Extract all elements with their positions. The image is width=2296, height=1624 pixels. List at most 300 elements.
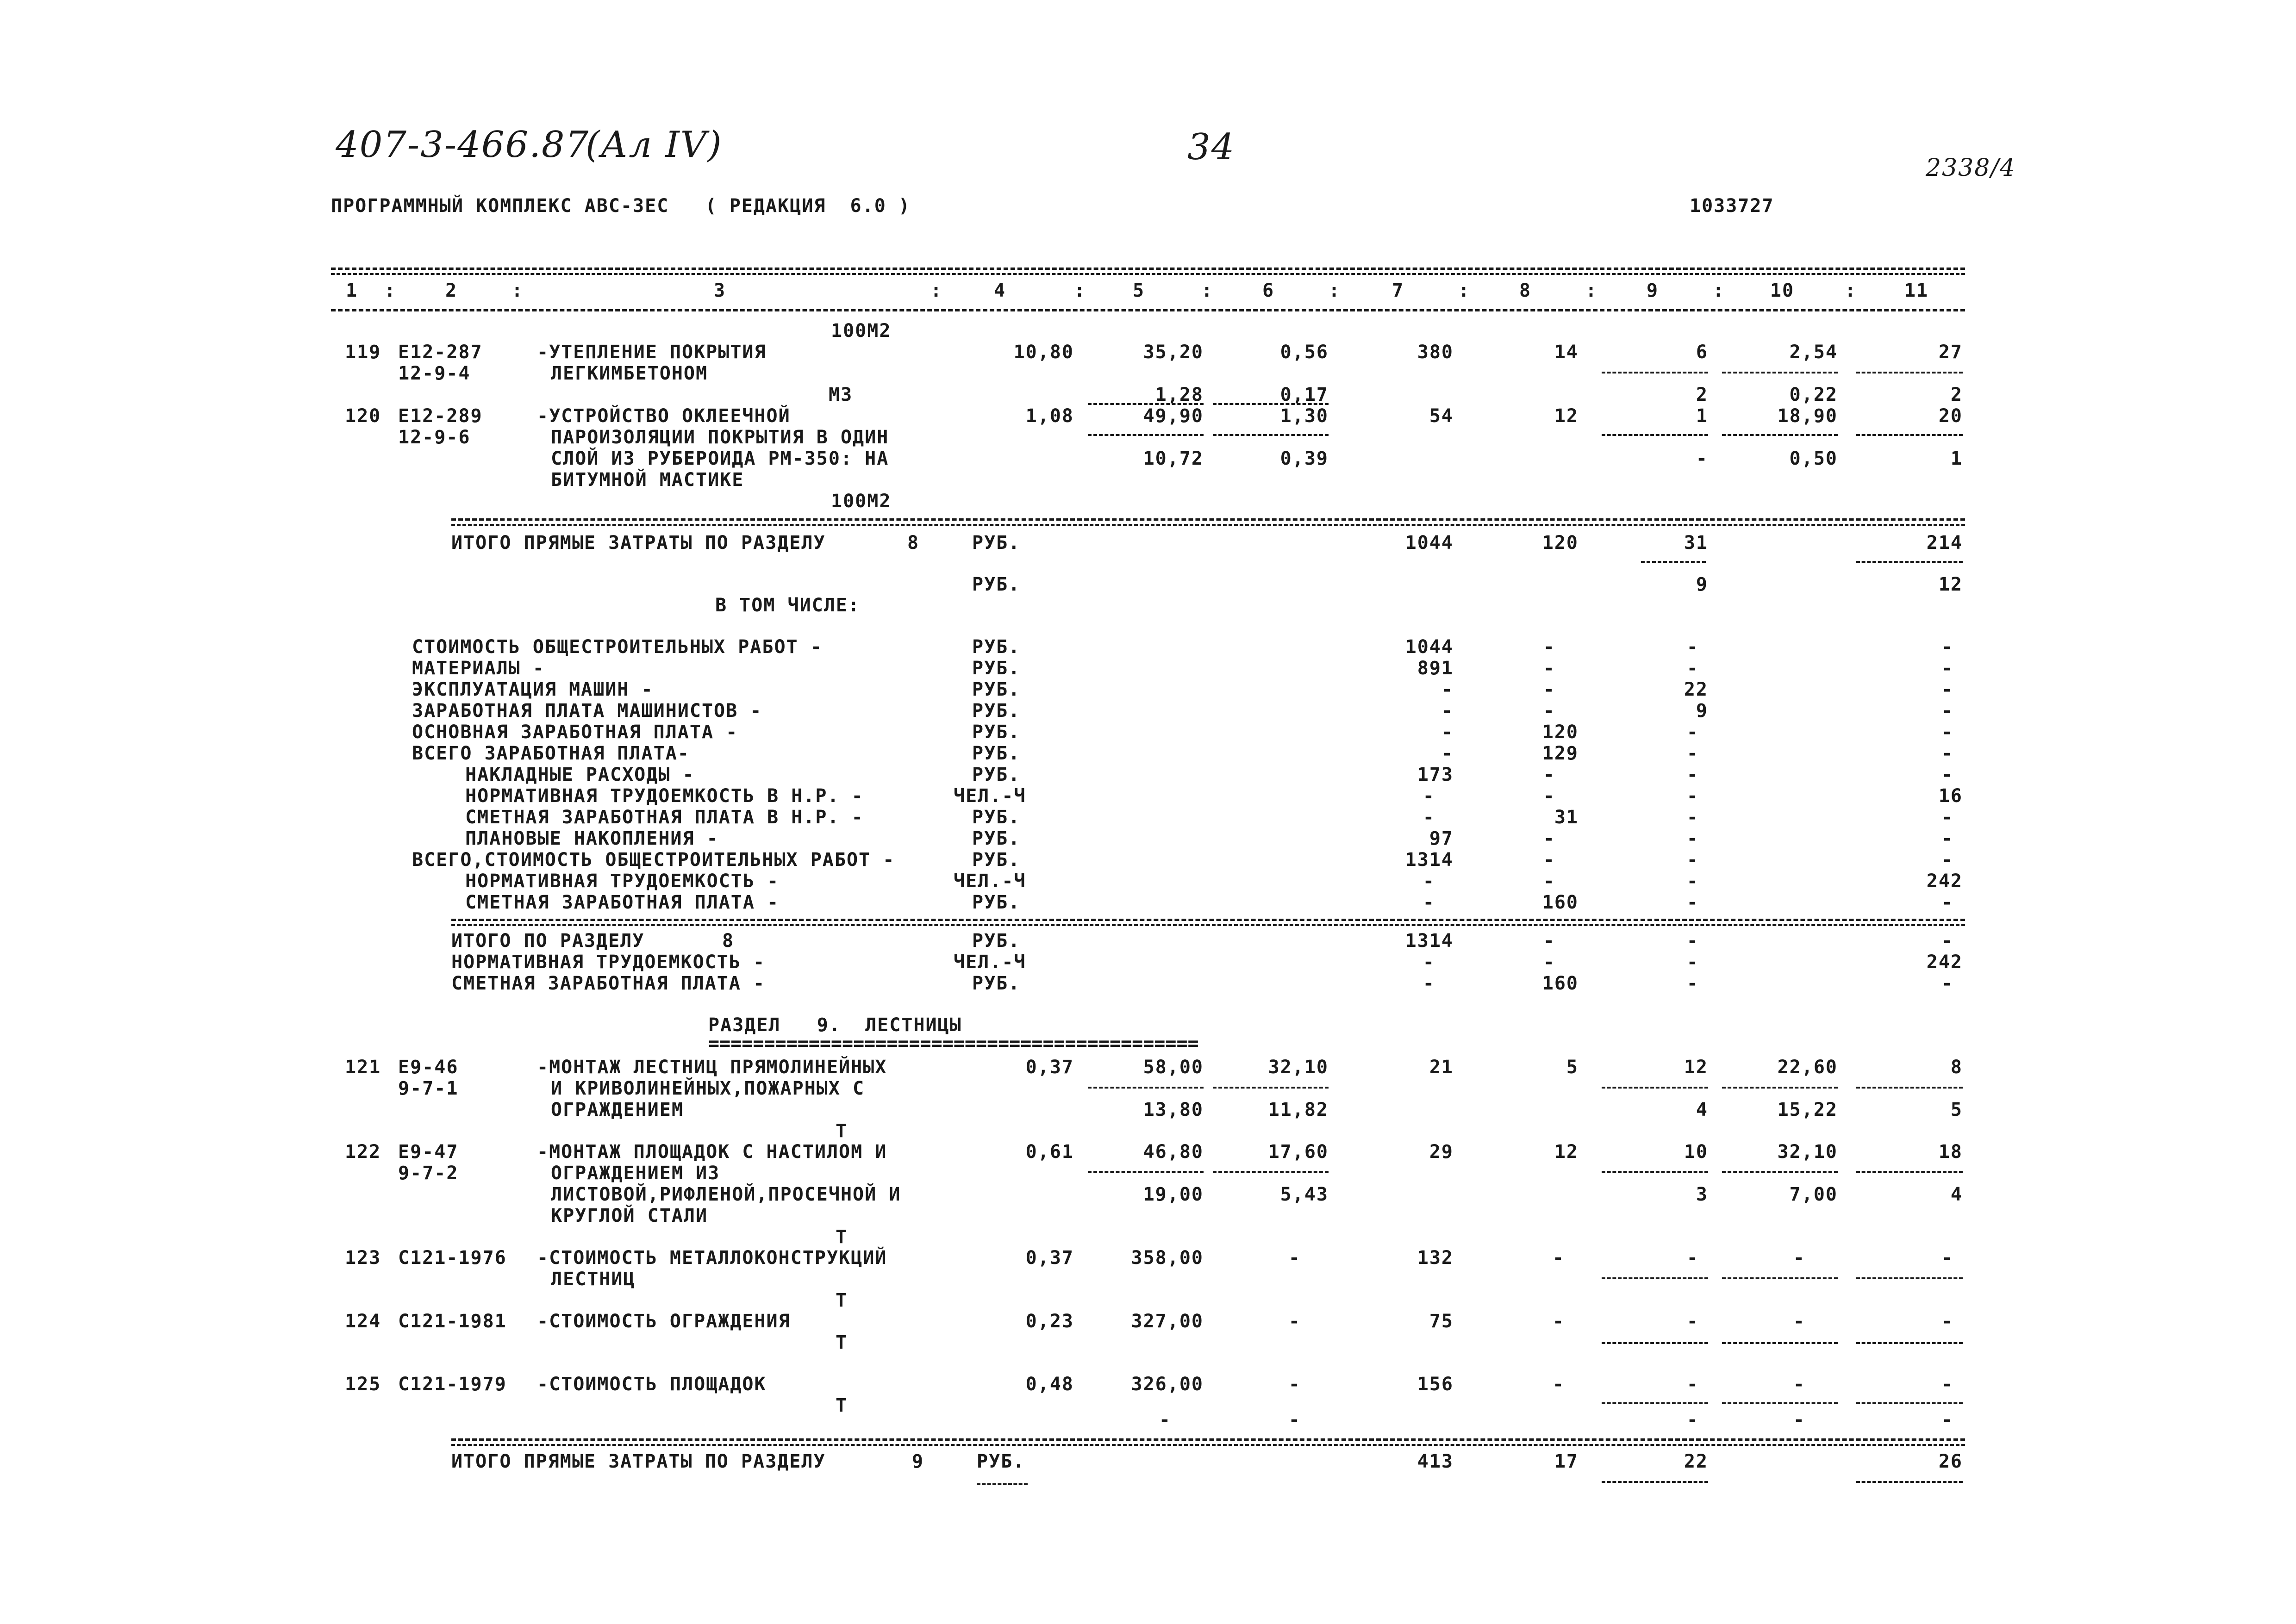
breakdown-col9: - <box>1686 658 1699 679</box>
subtotal-rule <box>1602 1402 1708 1404</box>
cell-col9: - <box>1686 1311 1699 1332</box>
total-col7: 413 <box>1417 1451 1454 1472</box>
cell-col7: 29 <box>1429 1141 1454 1163</box>
cell-col5-secondary: 19,00 <box>1143 1184 1204 1205</box>
cell-col5: 58,00 <box>1143 1057 1204 1078</box>
column-header: 1 <box>345 280 358 301</box>
subtotal-rule <box>1722 1171 1838 1173</box>
total-col9: 22 <box>1684 1451 1708 1472</box>
cell-col4: 0,37 <box>1025 1247 1074 1269</box>
breakdown-unit: РУБ. <box>972 849 1021 871</box>
breakdown-col7: 1314 <box>1405 849 1454 871</box>
breakdown-unit: ЧЕЛ.-Ч <box>954 871 1026 892</box>
breakdown-unit: РУБ. <box>972 892 1021 913</box>
cell-col6: 1,30 <box>1280 405 1329 427</box>
cell-col11-secondary: 2 <box>1950 384 1963 405</box>
cell-col6-secondary: 5,43 <box>1280 1184 1329 1205</box>
cell-col9: 10 <box>1684 1141 1708 1163</box>
column-header: 8 <box>1519 280 1532 301</box>
breakdown-col7: 891 <box>1417 658 1454 679</box>
breakdown-unit: РУБ. <box>972 828 1021 849</box>
cell-col5: 327,00 <box>1131 1311 1204 1332</box>
work-description: БИТУМНОЙ МАСТИКЕ <box>551 469 744 491</box>
subtotal-rule <box>1722 1277 1838 1279</box>
subtotal-rule <box>1722 372 1838 373</box>
cell-col11-secondary: 5 <box>1950 1099 1963 1120</box>
subtotal-rule <box>1602 1342 1708 1344</box>
breakdown-col8: - <box>1543 785 1555 807</box>
section-rule-2 <box>451 1444 1965 1446</box>
summary-col11: 242 <box>1926 952 1963 973</box>
cell-col11: 27 <box>1938 342 1963 363</box>
summary-unit: ЧЕЛ.-Ч <box>954 952 1026 973</box>
total-col8: 120 <box>1542 532 1578 554</box>
section-title: РАЗДЕЛ 9. ЛЕСТНИЦЫ <box>708 1014 962 1036</box>
cell-col10: 32,10 <box>1777 1141 1838 1163</box>
breakdown-col9: - <box>1686 892 1699 913</box>
breakdown-col7: - <box>1423 892 1435 913</box>
breakdown-col9: - <box>1686 743 1699 764</box>
work-description: -СТОИМОСТЬ ОГРАЖДЕНИЯ <box>537 1311 791 1332</box>
cell-col6: - <box>1288 1311 1301 1332</box>
column-header: 4 <box>993 280 1006 301</box>
breakdown-unit: РУБ. <box>972 658 1021 679</box>
breakdown-col8: - <box>1543 658 1555 679</box>
summary-col7: - <box>1423 973 1435 994</box>
breakdown-col9: - <box>1686 764 1699 785</box>
breakdown-col11: - <box>1941 849 1953 871</box>
breakdown-col7: 1044 <box>1405 636 1454 658</box>
cell-col9: - <box>1686 1374 1699 1395</box>
breakdown-label: НАКЛАДНЫЕ РАСХОДЫ - <box>465 764 695 785</box>
breakdown-col7: - <box>1423 871 1435 892</box>
breakdown-col7: 97 <box>1429 828 1454 849</box>
currency-unit: РУБ. <box>977 1451 1025 1472</box>
breakdown-unit: РУБ. <box>972 807 1021 828</box>
column-header: 2 <box>445 280 458 301</box>
section-rule <box>451 1438 1965 1441</box>
subtotal-rule <box>1088 1087 1204 1089</box>
summary-col8: - <box>1543 930 1555 952</box>
total-label: ИТОГО ПРЯМЫЕ ЗАТРАТЫ ПО РАЗДЕЛУ <box>451 1451 826 1472</box>
work-description: КРУГЛОЙ СТАЛИ <box>551 1205 708 1226</box>
breakdown-col7: - <box>1441 679 1454 700</box>
row-number: 123 <box>345 1247 381 1269</box>
subtotal-rule <box>1856 1402 1963 1404</box>
unit-label: 100М2 <box>831 491 892 512</box>
breakdown-col11: - <box>1941 722 1953 743</box>
subtotal-rule <box>1722 434 1838 436</box>
subtotal-rule <box>1856 1171 1963 1173</box>
breakdown-col11: 242 <box>1926 871 1963 892</box>
norm-code-2: 9-7-2 <box>398 1163 459 1184</box>
cell-col9-secondary: - <box>1696 448 1708 469</box>
breakdown-label: ВСЕГО ЗАРАБОТНАЯ ПЛАТА- <box>412 743 690 764</box>
column-separator: : <box>512 280 524 301</box>
subtotal-rule <box>1856 372 1963 373</box>
cell-col9-secondary: 2 <box>1696 384 1708 405</box>
column-separator: : <box>1074 280 1086 301</box>
cell-col10: 2,54 <box>1789 342 1838 363</box>
subtotal-rule <box>1213 403 1329 405</box>
cell-col7: 54 <box>1429 405 1454 427</box>
section-number: 8 <box>907 532 920 554</box>
column-separator: : <box>930 280 943 301</box>
summary-col7: 1314 <box>1405 930 1454 952</box>
cell-col10-secondary: 15,22 <box>1777 1099 1838 1120</box>
summary-col9: - <box>1686 930 1699 952</box>
row-number: 124 <box>345 1311 381 1332</box>
breakdown-label: МАТЕРИАЛЫ - <box>412 658 545 679</box>
cell-col9: - <box>1686 1247 1699 1269</box>
cell-col7: 132 <box>1417 1247 1454 1269</box>
column-header: 3 <box>713 280 726 301</box>
currency-unit: РУБ. <box>972 532 1021 554</box>
breakdown-unit: РУБ. <box>972 636 1021 658</box>
subtotal-rule <box>1602 1171 1708 1173</box>
cell-col10-secondary: 0,50 <box>1789 448 1838 469</box>
row-number: 122 <box>345 1141 381 1163</box>
cell-col6: 32,10 <box>1268 1057 1329 1078</box>
column-separator: : <box>384 280 397 301</box>
norm-code: Е12-289 <box>398 405 483 427</box>
subtotal-rule <box>1602 1481 1708 1483</box>
norm-code-2: 12-9-6 <box>398 427 471 448</box>
row-number: 120 <box>345 405 381 427</box>
cell-col11: - <box>1941 1374 1953 1395</box>
cell-col6-dash: - <box>1288 1409 1301 1431</box>
cell-col8: - <box>1552 1247 1565 1269</box>
cell-col9-secondary: 3 <box>1696 1184 1708 1205</box>
work-description: -УСТРОЙСТВО ОКЛЕЕЧНОЙ <box>537 405 791 427</box>
table-top-rule-2 <box>331 273 1965 275</box>
summary-col11: - <box>1941 930 1953 952</box>
cell-col8: - <box>1552 1311 1565 1332</box>
work-description: ЛЕГКИМБЕТОНОМ <box>551 363 708 384</box>
cell-col7: 156 <box>1417 1374 1454 1395</box>
work-description: -СТОИМОСТЬ МЕТАЛЛОКОНСТРУКЦИЙ <box>537 1247 887 1269</box>
subtotal-rule <box>1602 1277 1708 1279</box>
cell-col7: 21 <box>1429 1057 1454 1078</box>
corner-number: 2338/4 <box>1926 154 2016 182</box>
breakdown-col7: - <box>1441 743 1454 764</box>
cell-col5-secondary: 10,72 <box>1143 448 1204 469</box>
breakdown-col9: 9 <box>1696 700 1708 722</box>
column-header: 6 <box>1262 280 1275 301</box>
work-description: -УТЕПЛЕНИЕ ПОКРЫТИЯ <box>537 342 767 363</box>
section-number: 9 <box>912 1451 924 1472</box>
work-description: ЛЕСТНИЦ <box>551 1269 636 1290</box>
column-separator: : <box>1845 280 1857 301</box>
cell-col10-secondary: 0,22 <box>1789 384 1838 405</box>
breakdown-col7: - <box>1423 807 1435 828</box>
cell-col4: 10,80 <box>1013 342 1074 363</box>
norm-code-2: 9-7-1 <box>398 1078 459 1099</box>
total-col11: 214 <box>1926 532 1963 554</box>
album-label: (Ал IV) <box>586 124 723 166</box>
cell-col6: - <box>1288 1374 1301 1395</box>
unit-label: 100М2 <box>831 320 892 342</box>
breakdown-col11: - <box>1941 700 1953 722</box>
cell-col4: 0,61 <box>1025 1141 1074 1163</box>
work-description: СЛОЙ ИЗ РУБЕРОИДА РМ-350: НА <box>551 448 889 469</box>
cell-col6: 17,60 <box>1268 1141 1329 1163</box>
subtotal-rule <box>1722 1087 1838 1089</box>
breakdown-label: СМЕТНАЯ ЗАРАБОТНАЯ ПЛАТА - <box>465 892 780 913</box>
total-col11-secondary: 12 <box>1938 574 1963 595</box>
document-code: 407-3-466.87 <box>336 124 590 166</box>
total-col9-secondary: 9 <box>1696 574 1708 595</box>
work-description: И КРИВОЛИНЕЙНЫХ,ПОЖАРНЫХ С <box>551 1078 865 1099</box>
cell-col10: 18,90 <box>1777 405 1838 427</box>
total-label: ИТОГО ПРЯМЫЕ ЗАТРАТЫ ПО РАЗДЕЛУ <box>451 532 826 554</box>
cell-col5: 326,00 <box>1131 1374 1204 1395</box>
subtotal-rule <box>1602 434 1708 436</box>
breakdown-unit: РУБ. <box>972 764 1021 785</box>
breakdown-col8: - <box>1543 700 1555 722</box>
breakdown-label: ВСЕГО,СТОИМОСТЬ ОБЩЕСТРОИТЕЛЬНЫХ РАБОТ - <box>412 849 895 871</box>
cell-col9: 1 <box>1696 405 1708 427</box>
cell-col4: 0,23 <box>1025 1311 1074 1332</box>
breakdown-col8: 31 <box>1554 807 1578 828</box>
work-description: -МОНТАЖ ПЛОЩАДОК С НАСТИЛОМ И <box>537 1141 887 1163</box>
norm-code: Е9-46 <box>398 1057 459 1078</box>
summary-unit: РУБ. <box>972 973 1021 994</box>
column-header: 9 <box>1646 280 1659 301</box>
cell-col8: 5 <box>1566 1057 1578 1078</box>
breakdown-unit: РУБ. <box>972 700 1021 722</box>
subtotal-rule <box>1856 434 1963 436</box>
including-label: В ТОМ ЧИСЛЕ: <box>715 595 860 616</box>
cell-col10-secondary: 7,00 <box>1789 1184 1838 1205</box>
total-col11: 26 <box>1938 1451 1963 1472</box>
column-header: 5 <box>1132 280 1145 301</box>
table-header-rule <box>331 309 1965 311</box>
cell-col5-secondary: 1,28 <box>1155 384 1204 405</box>
section-rule <box>451 919 1965 921</box>
breakdown-col8: 120 <box>1542 722 1578 743</box>
summary-label: ИТОГО ПО РАЗДЕЛУ <box>451 930 645 952</box>
cell-col5-dash: - <box>1159 1409 1171 1431</box>
work-description: ПАРОИЗОЛЯЦИИ ПОКРЫТИЯ В ОДИН <box>551 427 889 448</box>
summary-col8: - <box>1543 952 1555 973</box>
cell-col6-secondary: 0,17 <box>1280 384 1329 405</box>
cell-col6: 0,56 <box>1280 342 1329 363</box>
cell-col8: 14 <box>1554 342 1578 363</box>
column-header: 11 <box>1904 280 1929 301</box>
cell-col4: 0,48 <box>1025 1374 1074 1395</box>
cell-col11: - <box>1941 1311 1953 1332</box>
work-description: ОГРАЖДЕНИЕМ <box>551 1099 684 1120</box>
breakdown-col9: - <box>1686 636 1699 658</box>
subtotal-rule <box>1088 434 1204 436</box>
subtotal-rule <box>1602 1087 1708 1089</box>
breakdown-col11: - <box>1941 892 1953 913</box>
page-number: 34 <box>1187 126 1235 168</box>
cell-col11: 20 <box>1938 405 1963 427</box>
norm-code: Е12-287 <box>398 342 483 363</box>
column-separator: : <box>1713 280 1725 301</box>
breakdown-col11: - <box>1941 679 1953 700</box>
subtotal-rule <box>1641 561 1706 563</box>
work-description: ЛИСТОВОЙ,РИФЛЕНОЙ,ПРОСЕЧНОЙ И <box>551 1184 901 1205</box>
breakdown-col7: - <box>1423 785 1435 807</box>
column-separator: : <box>1585 280 1598 301</box>
breakdown-col11: - <box>1941 807 1953 828</box>
subtotal-rule <box>1856 1342 1963 1344</box>
total-col7: 1044 <box>1405 532 1454 554</box>
cell-col8: 12 <box>1554 405 1578 427</box>
summary-label: НОРМАТИВНАЯ ТРУДОЕМКОСТЬ - <box>451 952 766 973</box>
cell-col8: 12 <box>1554 1141 1578 1163</box>
cell-col6: - <box>1288 1247 1301 1269</box>
work-description: -СТОИМОСТЬ ПЛОЩАДОК <box>537 1374 767 1395</box>
cell-col11-dash: - <box>1941 1409 1953 1431</box>
cell-col9-secondary: 4 <box>1696 1099 1708 1120</box>
cell-col9: 12 <box>1684 1057 1708 1078</box>
cell-col7: 380 <box>1417 342 1454 363</box>
norm-code: С121-1981 <box>398 1311 507 1332</box>
cell-col9-dash: - <box>1686 1409 1699 1431</box>
cell-col11: 8 <box>1950 1057 1963 1078</box>
breakdown-col7: 173 <box>1417 764 1454 785</box>
currency-unit: РУБ. <box>972 574 1021 595</box>
breakdown-label: СМЕТНАЯ ЗАРАБОТНАЯ ПЛАТА В Н.Р. - <box>465 807 864 828</box>
total-col8: 17 <box>1554 1451 1578 1472</box>
section-rule-2 <box>451 524 1965 526</box>
work-description: -МОНТАЖ ЛЕСТНИЦ ПРЯМОЛИНЕЙНЫХ <box>537 1057 887 1078</box>
section-rule-2 <box>451 924 1965 926</box>
breakdown-col9: - <box>1686 785 1699 807</box>
total-col9: 31 <box>1684 532 1708 554</box>
unit-label: Т <box>836 1332 848 1353</box>
summary-col9: - <box>1686 952 1699 973</box>
summary-unit: РУБ. <box>972 930 1021 952</box>
cell-col5-secondary: 13,80 <box>1143 1099 1204 1120</box>
cell-col11: 18 <box>1938 1141 1963 1163</box>
subtotal-rule <box>1722 1402 1838 1404</box>
subtotal-rule <box>1213 1171 1329 1173</box>
subtotal-rule <box>1088 403 1204 405</box>
summary-col7: - <box>1423 952 1435 973</box>
norm-code: С121-1979 <box>398 1374 507 1395</box>
cell-col8: - <box>1552 1374 1565 1395</box>
breakdown-col11: - <box>1941 828 1953 849</box>
breakdown-label: ПЛАНОВЫЕ НАКОПЛЕНИЯ - <box>465 828 719 849</box>
summary-col9: - <box>1686 973 1699 994</box>
breakdown-unit: РУБ. <box>972 743 1021 764</box>
unit-label: Т <box>836 1120 848 1142</box>
cell-col5: 46,80 <box>1143 1141 1204 1163</box>
cell-col4: 1,08 <box>1025 405 1074 427</box>
breakdown-col8: - <box>1543 871 1555 892</box>
work-description: ОГРАЖДЕНИЕМ ИЗ <box>551 1163 720 1184</box>
cell-col11-secondary: 1 <box>1950 448 1963 469</box>
unit-label: Т <box>836 1226 848 1248</box>
breakdown-col11: - <box>1941 743 1953 764</box>
cell-col5: 35,20 <box>1143 342 1204 363</box>
breakdown-col7: - <box>1441 722 1454 743</box>
cell-col10: - <box>1793 1374 1805 1395</box>
cell-col6-secondary: 0,39 <box>1280 448 1329 469</box>
subtotal-rule <box>1088 1171 1204 1173</box>
breakdown-label: НОРМАТИВНАЯ ТРУДОЕМКОСТЬ В Н.Р. - <box>465 785 864 807</box>
breakdown-col8: - <box>1543 828 1555 849</box>
breakdown-col11: - <box>1941 764 1953 785</box>
summary-label: СМЕТНАЯ ЗАРАБОТНАЯ ПЛАТА - <box>451 973 766 994</box>
norm-code-2: 12-9-4 <box>398 363 471 384</box>
summary-section-number: 8 <box>722 930 735 952</box>
breakdown-col9: - <box>1686 828 1699 849</box>
breakdown-col8: 160 <box>1542 892 1578 913</box>
cell-col10: - <box>1793 1247 1805 1269</box>
subtotal-rule <box>1213 434 1329 436</box>
column-header: 7 <box>1391 280 1404 301</box>
breakdown-col9: - <box>1686 849 1699 871</box>
breakdown-col11: 16 <box>1938 785 1963 807</box>
document-id: 1033727 <box>1690 195 1774 217</box>
section-title-underline: ============================================ <box>708 1033 1199 1054</box>
norm-code: С121-1976 <box>398 1247 507 1269</box>
breakdown-col8: - <box>1543 679 1555 700</box>
subtotal-rule <box>1602 372 1708 373</box>
breakdown-col8: - <box>1543 849 1555 871</box>
breakdown-col9: - <box>1686 807 1699 828</box>
column-separator: : <box>1201 280 1214 301</box>
cell-col5: 358,00 <box>1131 1247 1204 1269</box>
breakdown-col7: - <box>1441 700 1454 722</box>
norm-code: Е9-47 <box>398 1141 459 1163</box>
breakdown-col11: - <box>1941 658 1953 679</box>
row-number: 125 <box>345 1374 381 1395</box>
program-title: ПРОГРАММНЫЙ КОМПЛЕКС АВС-ЗЕС ( РЕДАКЦИЯ 6.0 ) <box>331 195 911 217</box>
unit-label: Т <box>836 1290 848 1311</box>
column-separator: : <box>1458 280 1471 301</box>
cell-col10-dash: - <box>1793 1409 1805 1431</box>
cell-col10: - <box>1793 1311 1805 1332</box>
subtotal-rule <box>1856 1087 1963 1089</box>
breakdown-unit: РУБ. <box>972 722 1021 743</box>
breakdown-col8: - <box>1543 764 1555 785</box>
breakdown-col11: - <box>1941 636 1953 658</box>
breakdown-col9: - <box>1686 871 1699 892</box>
subtotal-rule <box>977 1483 1028 1485</box>
breakdown-label: НОРМАТИВНАЯ ТРУДОЕМКОСТЬ - <box>465 871 780 892</box>
column-header: 10 <box>1770 280 1795 301</box>
breakdown-col9: 22 <box>1684 679 1708 700</box>
cell-col9: 6 <box>1696 342 1708 363</box>
subtotal-rule <box>1856 1277 1963 1279</box>
cell-col5: 49,90 <box>1143 405 1204 427</box>
breakdown-label: ЗАРАБОТНАЯ ПЛАТА МАШИНИСТОВ - <box>412 700 762 722</box>
column-separator: : <box>1329 280 1341 301</box>
subtotal-rule <box>1722 1342 1838 1344</box>
unit-label: М3 <box>829 384 853 405</box>
row-number: 119 <box>345 342 381 363</box>
breakdown-label: ЭКСПЛУАТАЦИЯ МАШИН - <box>412 679 654 700</box>
row-number: 121 <box>345 1057 381 1078</box>
subtotal-rule <box>1856 561 1963 563</box>
cell-col6-secondary: 11,82 <box>1268 1099 1329 1120</box>
breakdown-unit: РУБ. <box>972 679 1021 700</box>
breakdown-col8: - <box>1543 636 1555 658</box>
cell-col7: 75 <box>1429 1311 1454 1332</box>
breakdown-col8: 129 <box>1542 743 1578 764</box>
cell-col11: - <box>1941 1247 1953 1269</box>
unit-label: Т <box>836 1395 848 1416</box>
cell-col10: 22,60 <box>1777 1057 1838 1078</box>
subtotal-rule <box>1213 1087 1329 1089</box>
